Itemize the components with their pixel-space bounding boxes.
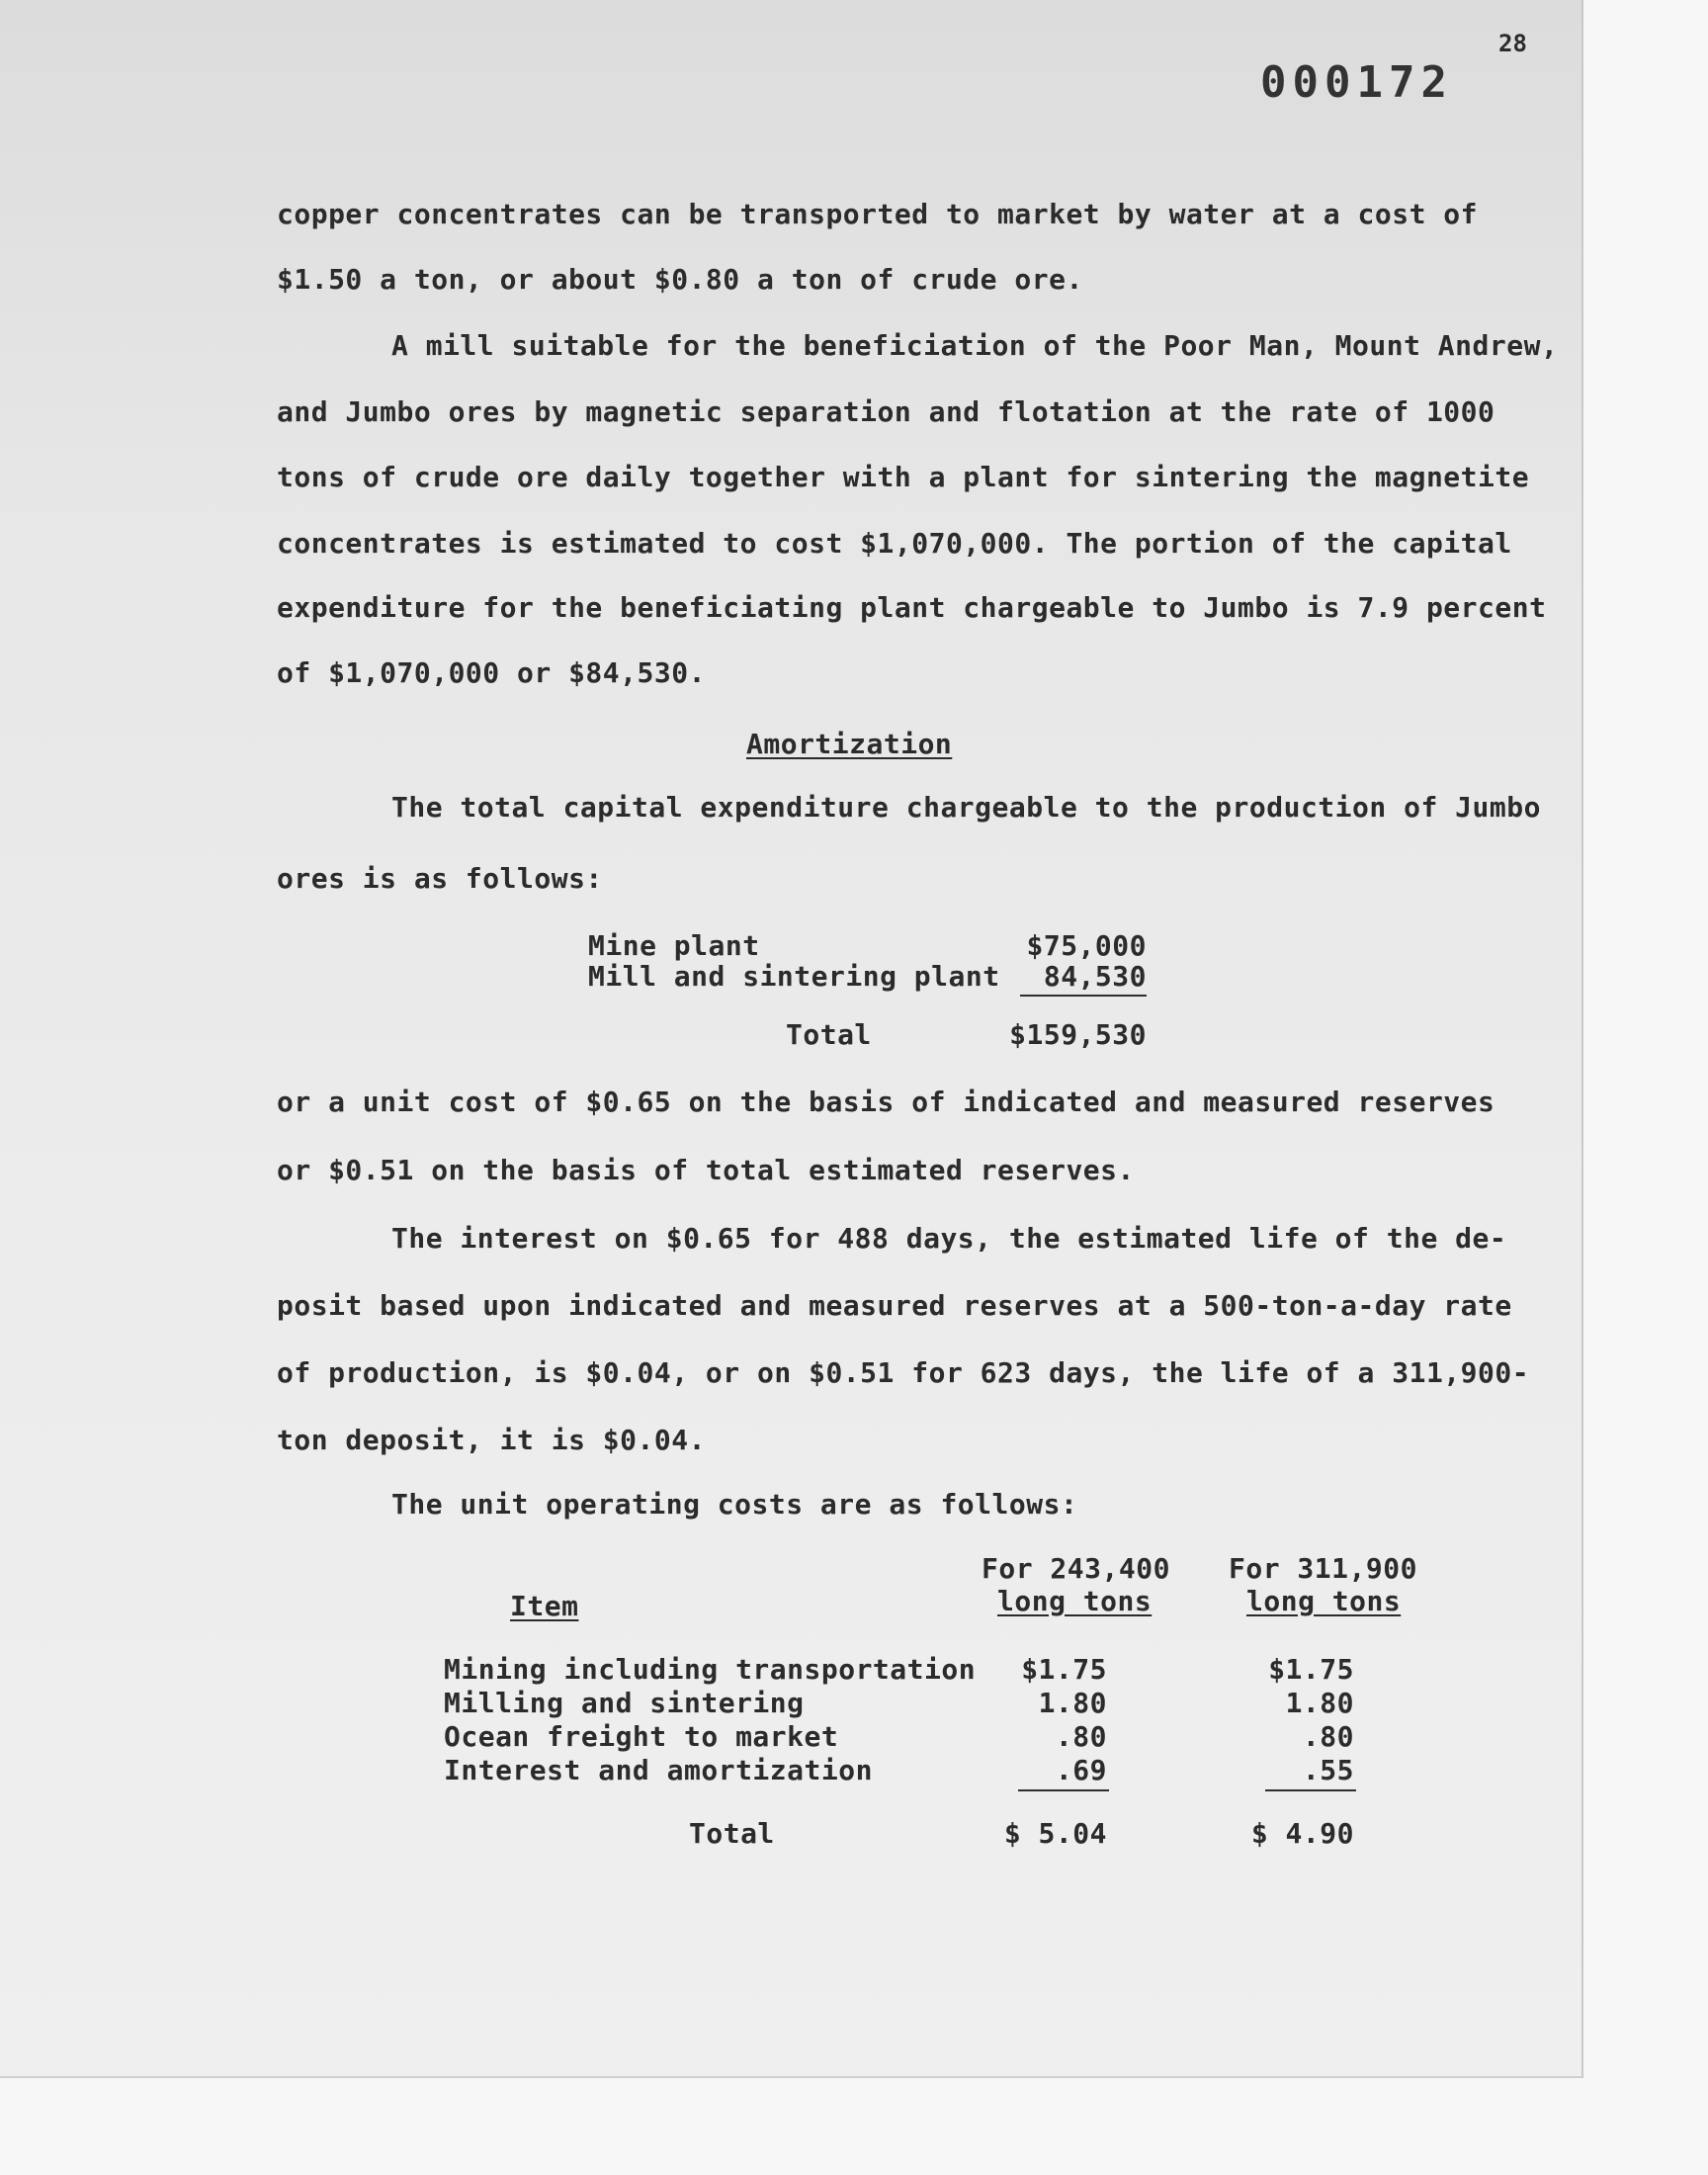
- paragraph-line: The interest on $0.65 for 488 days, the estimated life of the de-: [391, 1222, 1507, 1255]
- paragraph-line: $1.50 a ton, or about $0.80 a ton of crude ore.: [277, 263, 1083, 296]
- paragraph-line: and Jumbo ores by magnetic separation and flotation at the rate of 1000: [277, 395, 1495, 428]
- column-header: long tons: [997, 1585, 1153, 1617]
- cost-total-label: Total: [689, 1817, 775, 1850]
- cost-row-value: $1.75: [1268, 1653, 1354, 1686]
- cost-row-value: $1.75: [1021, 1653, 1107, 1686]
- column-header: long tons: [1246, 1585, 1402, 1617]
- item-header: Item: [510, 1590, 579, 1622]
- paragraph-line: The unit operating costs are as follows:: [391, 1488, 1078, 1521]
- paragraph-line: expenditure for the beneficiating plant chargeable to Jumbo is 7.9 percent: [277, 591, 1547, 624]
- page-number: 28: [1498, 30, 1527, 57]
- paragraph-line: ton deposit, it is $0.04.: [277, 1424, 706, 1456]
- paragraph-line: The total capital expenditure chargeable to the production of Jumbo: [391, 791, 1541, 824]
- paragraph-line: copper concentrates can be transported to market by water at a cost of: [277, 198, 1479, 230]
- subtotal-rule: [1020, 995, 1147, 997]
- column-header: For 311,900: [1229, 1552, 1417, 1585]
- paragraph-line: or a unit cost of $0.65 on the basis of indicated and measured reserves: [277, 1086, 1495, 1118]
- cost-row-value: .80: [1055, 1720, 1107, 1753]
- cost-row-value: 1.80: [1285, 1687, 1354, 1719]
- capital-row-item: Mine plant: [588, 929, 760, 962]
- cost-row-item: Ocean freight to market: [444, 1720, 839, 1753]
- cost-total-value: $ 4.90: [1250, 1817, 1354, 1850]
- paragraph-line: A mill suitable for the beneficiation of the Poor Man, Mount Andrew,: [391, 329, 1559, 362]
- column-header: For 243,400: [982, 1552, 1170, 1585]
- capital-total-label: Total: [786, 1018, 872, 1051]
- paragraph-line: tons of crude ore daily together with a plant for sintering the magnetite: [277, 461, 1530, 493]
- paragraph-line: ores is as follows:: [277, 862, 603, 895]
- subtotal-rule: [1018, 1789, 1109, 1791]
- subtotal-rule: [1265, 1789, 1356, 1791]
- cost-row-value: .80: [1302, 1720, 1354, 1753]
- cost-total-value: $ 5.04: [1003, 1817, 1107, 1850]
- document-id-stamp: 000172: [1260, 57, 1453, 108]
- cost-row-item: Mining including transportation: [444, 1653, 977, 1686]
- paragraph-line: posit based upon indicated and measured reserves at a 500-ton-a-day rate: [277, 1289, 1512, 1322]
- paragraph-line: of production, is $0.04, or on $0.51 for 623 days, the life of a 311,900-: [277, 1356, 1530, 1389]
- cost-row-item: Milling and sintering: [444, 1687, 805, 1719]
- capital-row-amount: 84,530: [1043, 960, 1147, 993]
- paragraph-line: concentrates is estimated to cost $1,070,000. The portion of the capital: [277, 527, 1512, 560]
- paragraph-line: or $0.51 on the basis of total estimated reserves.: [277, 1154, 1135, 1186]
- paragraph-line: of $1,070,000 or $84,530.: [277, 656, 706, 689]
- capital-row-amount: $75,000: [1026, 929, 1147, 962]
- capital-row-item: Mill and sintering plant: [588, 960, 1000, 993]
- cost-row-item: Interest and amortization: [444, 1754, 873, 1786]
- capital-total-amount: $159,530: [1009, 1018, 1147, 1051]
- section-heading: Amortization: [746, 728, 953, 760]
- cost-row-value: .55: [1302, 1754, 1354, 1786]
- cost-row-value: 1.80: [1038, 1687, 1107, 1719]
- cost-row-value: .69: [1055, 1754, 1107, 1786]
